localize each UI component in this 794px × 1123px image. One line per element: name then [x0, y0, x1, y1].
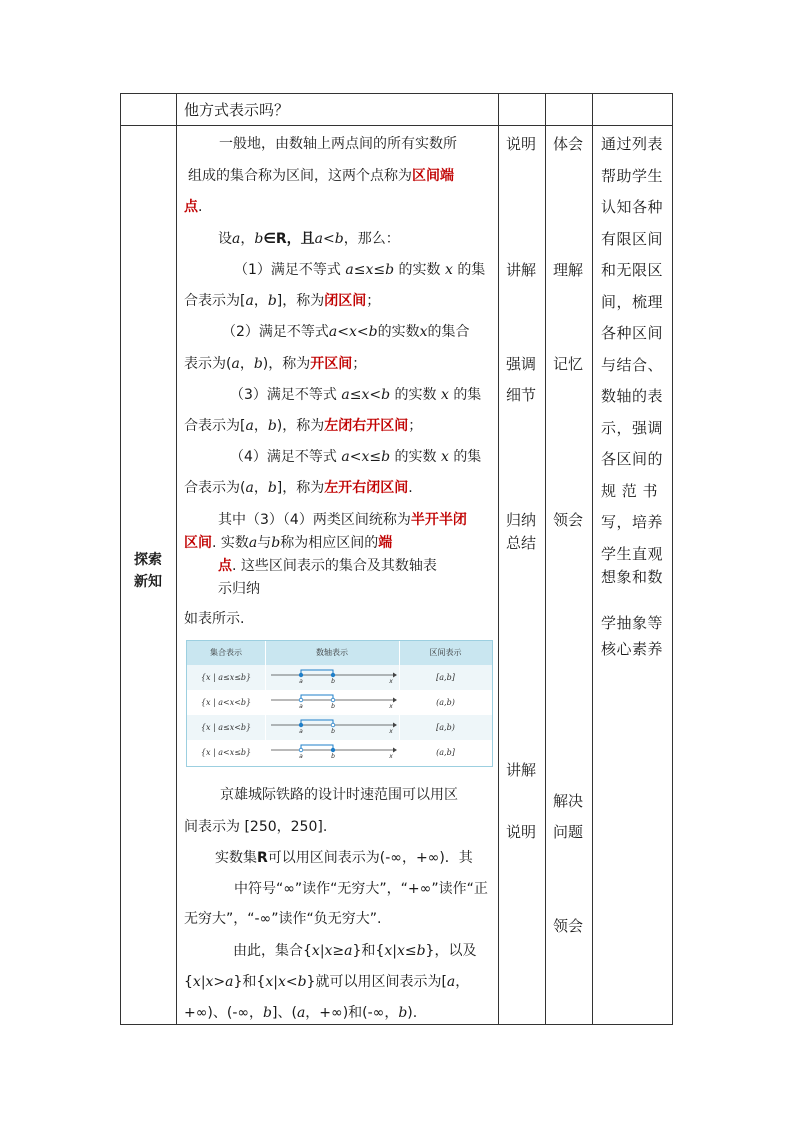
right-endpoint-dot — [331, 723, 335, 727]
table-row-divider — [120, 125, 673, 126]
student-activity: 体会 — [553, 135, 584, 153]
axis-label-x: x — [389, 678, 393, 685]
axis-arrow-icon — [393, 748, 397, 753]
student-activity: 理解 — [553, 261, 584, 279]
number-line-diagrams — [265, 665, 399, 766]
interval-bracket — [301, 745, 333, 750]
para-half-open: 区间. 实数a与b称为相应区间的端 — [184, 535, 393, 551]
para-infinite-intervals: +∞)、(-∞，b]、(a，+∞)和(-∞，b). — [184, 1005, 418, 1021]
section-label: 探索 新知 — [134, 552, 162, 590]
axis-arrow-icon — [393, 723, 397, 728]
item-open-interval: 表示为(a，b)，称为开区间； — [184, 356, 367, 372]
interval-table-figure — [186, 640, 493, 767]
para-definition: 点. — [184, 199, 203, 215]
item-left-closed-interval: （3）满足不等式 a≤x<b 的实数 x 的集 — [230, 387, 482, 403]
para-railway: 间表示为 [250，250]. — [184, 819, 328, 835]
axis-label-a: a — [299, 728, 303, 735]
para-half-open: 点. 这些区间表示的集合及其数轴表 — [218, 558, 437, 574]
teacher-activity: 细节 — [506, 386, 537, 404]
teacher-activity: 说明 — [506, 823, 537, 841]
teacher-activity: 说明 — [506, 135, 537, 153]
axis-label-b: b — [331, 703, 335, 710]
figure-interval-cell: [a,b) — [436, 723, 455, 732]
para-real-line: 无穷大”，“-∞”读作“负无穷大”. — [184, 911, 382, 927]
right-endpoint-dot — [331, 698, 335, 702]
axis-arrow-icon — [393, 673, 397, 678]
axis-label-b: b — [331, 678, 335, 685]
item-left-open-interval: 合表示为(a，b]，称为左开右闭区间. — [184, 480, 413, 496]
student-activity: 解决 — [553, 792, 584, 810]
figure-header-set: 集合表示 — [210, 648, 242, 657]
axis-label-b: b — [331, 753, 335, 760]
item-closed-interval: （1）满足不等式 a≤x≤b 的实数 x 的集 — [234, 262, 486, 278]
axis-arrow-icon — [393, 698, 397, 703]
figure-set-cell: {x | a<x≤b} — [200, 748, 252, 757]
axis-label-a: a — [299, 678, 303, 685]
para-railway: 京雄城际铁路的设计时速范围可以用区 — [220, 787, 458, 803]
axis-label-x: x — [389, 728, 393, 735]
item-open-interval: （2）满足不等式a<x<b的实数x的集合 — [222, 324, 470, 340]
figure-interval-cell: [a,b] — [436, 673, 455, 682]
axis-label-a: a — [299, 703, 303, 710]
left-endpoint-dot — [299, 698, 303, 702]
teacher-activity: 总结 — [506, 534, 537, 552]
axis-label-b: b — [331, 728, 335, 735]
para-real-line: 中符号“∞”读作“无穷大”，“+∞”读作“正 — [234, 881, 488, 897]
teacher-activity: 讲解 — [506, 261, 537, 279]
teacher-activity: 讲解 — [506, 761, 537, 779]
figure-interval-cell: (a,b) — [436, 698, 455, 707]
item-left-closed-interval: 合表示为[a，b)，称为左闭右开区间； — [184, 418, 423, 434]
axis-label-a: a — [299, 753, 303, 760]
para-half-open: 其中（3）（4）两类区间统称为半开半闭 — [218, 512, 467, 528]
interval-bracket — [301, 695, 333, 700]
para-real-line: 实数集R可以用区间表示为(-∞，+∞)．其 — [215, 850, 473, 866]
para-half-open: 示归纳 — [218, 581, 260, 597]
axis-label-x: x — [389, 703, 393, 710]
table-column-divider — [498, 93, 499, 1025]
teacher-activity: 强调 — [506, 355, 537, 373]
para-definition: 一般地，由数轴上两点间的所有实数所 — [219, 136, 457, 152]
teacher-activity: 归纳 — [506, 511, 537, 529]
figure-set-cell: {x | a<x<b} — [200, 698, 252, 707]
item-closed-interval: 合表示为[a，b]，称为闭区间； — [184, 293, 381, 309]
table-column-divider — [545, 93, 546, 1025]
figure-set-cell: {x | a≤x≤b} — [200, 673, 252, 682]
item-left-open-interval: （4）满足不等式 a<x≤b 的实数 x 的集 — [230, 449, 482, 465]
table-column-divider — [592, 93, 593, 1025]
design-intent-column: 通过列表 帮助学生 认知各种 有限区间 和无限区 间，梳理 各种区间 与结合、 数轴的表 示，强调 各区间的 规 范 书 写，培养 学生直观 想象和数 学抽象等 核心素养 — [601, 135, 664, 658]
student-activity: 领会 — [553, 511, 584, 529]
interval-bracket — [301, 720, 333, 725]
para-half-open: 如表所示. — [184, 611, 245, 627]
para-infinite-intervals: {x|x>a}和{x|x<b}就可以用区间表示为[a， — [184, 974, 470, 990]
para-infinite-intervals: 由此，集合{x|x≥a}和{x|x≤b}，以及 — [233, 943, 477, 959]
student-activity: 记忆 — [553, 355, 584, 373]
left-endpoint-dot — [299, 673, 303, 677]
student-activity: 领会 — [553, 917, 584, 935]
para-definition: 组成的集合称为区间，这两个点称为区间端 — [188, 168, 454, 184]
interval-bracket — [301, 670, 333, 675]
figure-set-cell: {x | a≤x<b} — [200, 723, 252, 732]
left-endpoint-dot — [299, 748, 303, 752]
student-activity: 问题 — [553, 823, 584, 841]
table-column-divider — [176, 93, 177, 1025]
para-setup: 设a，b∈R，且a<b，那么： — [218, 231, 400, 247]
row1-text: 他方式表示吗？ — [184, 101, 290, 119]
axis-label-x: x — [389, 753, 393, 760]
right-endpoint-dot — [331, 748, 335, 752]
left-endpoint-dot — [299, 723, 303, 727]
figure-header-axis: 数轴表示 — [316, 648, 348, 657]
figure-interval-cell: (a,b] — [436, 748, 455, 757]
figure-header-interval: 区间表示 — [429, 648, 462, 657]
right-endpoint-dot — [331, 673, 335, 677]
